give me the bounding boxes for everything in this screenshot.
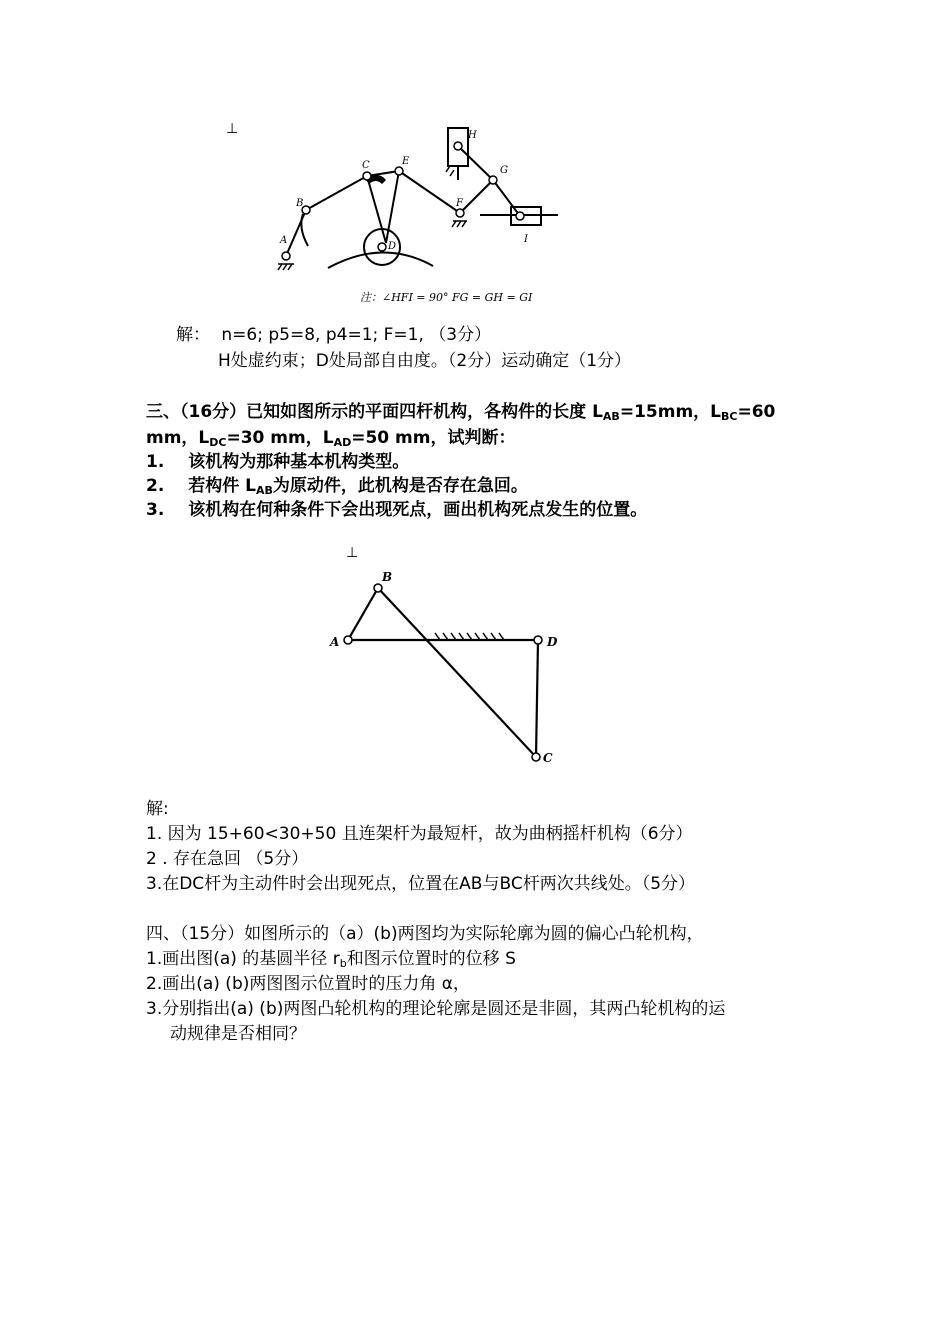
label-H: H (468, 130, 477, 141)
q3-line2 (146, 427, 515, 454)
q3-sub-bc: BC (721, 410, 738, 423)
label-A2: A (330, 635, 340, 649)
answer2-line3: 3.在DC杆为主动件时会出现死点，位置在AB与BC杆两次共线处。（5分） (146, 874, 696, 894)
q3-item2-number: 2. (146, 476, 165, 496)
answer2-line2: 2 . 存在急回 （5分） (146, 849, 309, 869)
q3-sub-dc: DC (209, 436, 227, 449)
q3-item3 (146, 499, 647, 521)
q4-line3: 2.画出(a) (b)两图图示位置时的压力角 α， (146, 974, 470, 994)
label-F: F (456, 198, 463, 209)
q3-sub-ab: AB (602, 410, 620, 423)
label-G: G (500, 165, 508, 176)
q3-item3-text: 该机构在何种条件下会出现死点，画出机构死点发生的位置。 (188, 500, 648, 520)
q4-line5: 动规律是否相同？ (170, 1024, 306, 1044)
answer1-label: 解： (176, 325, 210, 345)
label-C: C (362, 160, 370, 171)
answer1-line1: n=6; p5=8, p4=1; F=1, （3分） (221, 325, 492, 345)
q3-item1 (146, 451, 409, 473)
q3-line2-post: =50 mm，试判断： (351, 428, 516, 448)
q3-line1-mid: =15mm，L (619, 402, 721, 422)
q3-item1-text: 该机构为那种基本机构类型。 (188, 452, 410, 472)
answer2-line1: 1. 因为 15+60<30+50 且连架杆为最短杆，故为曲柄摇杆机构（6分） (146, 824, 693, 844)
q4-line1: 四、（15分）如图所示的（a）(b)两图均为实际轮廓为圆的偏心凸轮机构， (146, 924, 704, 944)
q3-sub-ad: AD (333, 436, 352, 449)
label-C2: C (543, 751, 553, 765)
q3-line1-pre: 三、（16分）已知如图所示的平面四杆机构，各构件的长度 L (146, 402, 603, 422)
four-bar-figure (322, 560, 582, 775)
label-B: B (296, 198, 304, 209)
q3-line2-pre: mm，L (146, 428, 210, 448)
q3-item2 (146, 475, 528, 502)
mechanism-figure-1 (268, 118, 568, 318)
label-A: A (280, 235, 288, 246)
q3-item1-number: 1. (146, 452, 165, 472)
q3-item2-sub: AB (255, 484, 273, 497)
q3-line1-post: =60 (737, 402, 776, 422)
answer1-line2: H处虚约束；D处局部自由度。（2分）运动确定（1分） (218, 351, 632, 371)
q3-line1 (146, 401, 775, 428)
answer2-label: 解: (146, 799, 169, 819)
anchor-mark-2: ⊥ (346, 545, 359, 561)
q3-item2-post: 为原动件，此机构是否存在急回。 (272, 476, 528, 496)
label-D2: D (547, 635, 558, 649)
label-B2: B (382, 570, 393, 584)
figure-note: 注：∠HFI = 90° FG = GH = GI (360, 291, 533, 304)
q3-item3-number: 3. (146, 500, 165, 520)
anchor-mark: ⊥ (226, 121, 239, 137)
q3-item2-pre: 若构件 L (188, 476, 256, 496)
label-E: E (402, 156, 410, 167)
q4-line2-post: 和图示位置时的位移 S (346, 949, 516, 969)
q4-line4: 3.分别指出(a) (b)两图凸轮机构的理论轮廓是圆还是非圆，其两凸轮机构的运 (146, 999, 726, 1019)
label-I: I (524, 234, 528, 245)
q4-line2-pre: 1.画出图(a) 的基圆半径 r (146, 949, 340, 969)
label-D: D (388, 241, 397, 252)
q4-line2 (146, 948, 516, 975)
q4-line2-sub: b (339, 957, 347, 970)
q3-line2-mid: =30 mm，L (226, 428, 334, 448)
answer1-row1 (176, 324, 491, 346)
